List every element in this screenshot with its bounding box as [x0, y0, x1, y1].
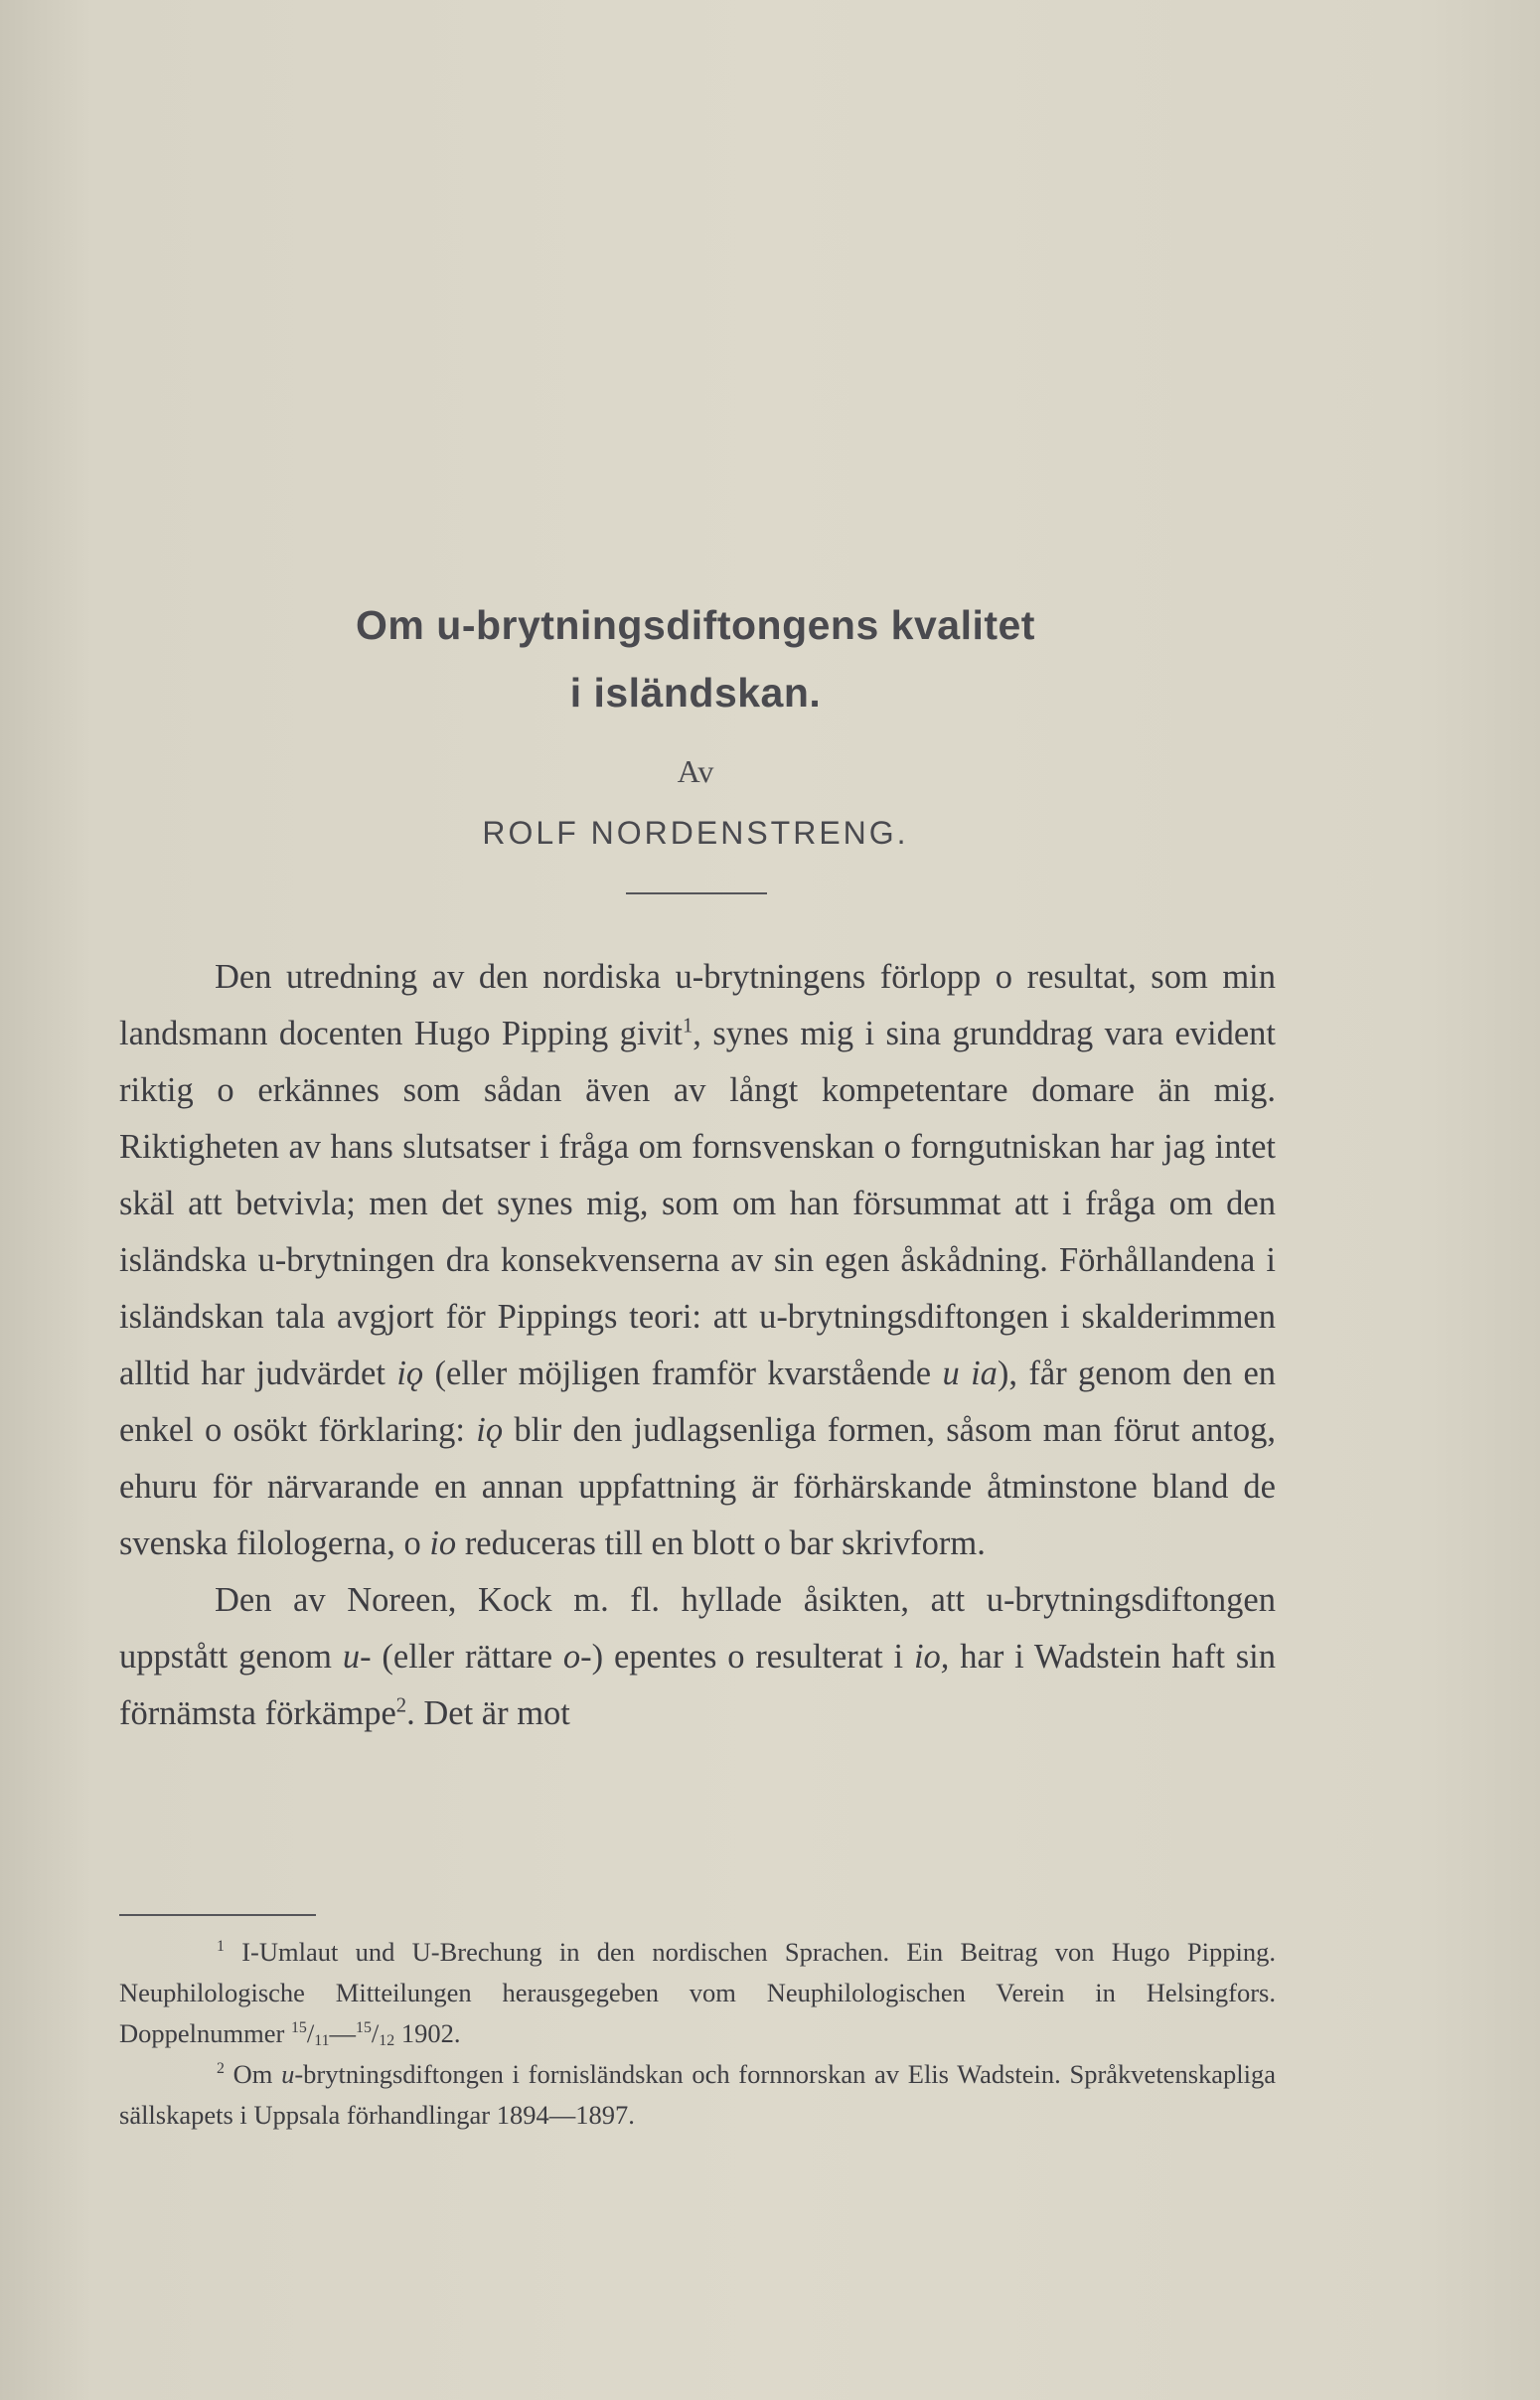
footnote-1: $^1$ I-Umlaut und U-Brechung in den nordischen Sprachen. Ein Beitrag von Hugo Pipping. Neuphilologische Mitteilungen herausgegeben vom Neuphilologischen Verein in Helsingfors. Doppelnummer $^{15}/_{11}—^{15}/_{12}$ 1902.	[119, 1937, 1276, 2050]
p1-italic-2: u ia	[942, 1355, 998, 1392]
byline: Av	[677, 753, 714, 789]
p2-text-d: har i Wadstein haft sin förnämsta förkämpe	[119, 1638, 1277, 1732]
p1-text-c: (eller möjligen framför kvarstående	[423, 1355, 943, 1392]
fraction-2-denominator: 12	[379, 2032, 395, 2050]
p1-italic-4: io	[429, 1524, 457, 1562]
footnote-1-dash: —	[329, 2018, 357, 2048]
p1-text-a: Den utredning av den nordiska u-brytningens förlopp o resultat, som min landsmann docenten Hugo Pipping givit	[119, 958, 1276, 1052]
p2-italic-3: io,	[913, 1638, 950, 1676]
p2-italic-2: o-	[562, 1638, 592, 1676]
p1-italic-3: iǫ	[476, 1411, 504, 1449]
footnote-1-text-a: I-Umlaut und U-Brechung in den nordischen Sprachen. Ein Beitrag von Hugo Pipping. Neuphilologische Mitteilungen herausgegeben vom Neuphilologischen Verein in Helsingfors. Doppelnummer	[119, 1937, 1276, 2048]
fraction-1-denominator: 11	[314, 2032, 330, 2050]
p2-text-e: . Det är mot	[406, 1694, 570, 1732]
footnote-2-text-a: Om	[224, 2059, 282, 2089]
footnotes	[119, 1932, 1276, 2136]
footnote-2-text-b: -brytningsdiftongen i fornisländskan och fornnorskan av Elis Wadstein. Språkvetenskapliga sällskapets i Uppsala förhandlingar 1894—1897.	[119, 2059, 1277, 2130]
footnote-2	[119, 2054, 1276, 2136]
p1-text-b: , synes mig i sina grunddrag vara evident riktig o erkännes som sådan även av långt kompetentare domare än mig. Riktigheten av hans slutsatser i fråga om fornsvenskan o forngutniskan har jag intet skäl att betvivla; men det synes mig, som om han försummat att i fråga om den isländska u-brytningen dra konsekvenserna av sin egen åskådning. Förhållandena i isländskan tala avgjort för Pippings teori: att u-brytningsdiftongen i skalderimmen alltid har judvärdet	[119, 1015, 1276, 1392]
footnote-1-number: 1	[217, 1938, 225, 1956]
p2-text-c: ) epentes o resulterat i	[591, 1638, 914, 1676]
footnote-1-text-b: 1902.	[394, 2018, 461, 2048]
article-title-line2: i isländskan.	[569, 670, 822, 716]
p2-text-b: (eller rättare	[371, 1638, 563, 1676]
p1-text-d: ), får genom den en enkel o osökt förklaring:	[119, 1355, 1277, 1449]
author-name: ROLF NORDENSTRENG.	[482, 815, 909, 851]
footnote-2-italic: u	[281, 2059, 295, 2089]
p2-italic-1: u-	[342, 1638, 372, 1676]
p2-text-a: Den av Noreen, Kock m. fl. hyllade åsikten, att u-brytningsdiftongen uppstått genom	[119, 1581, 1276, 1676]
fraction-2-numerator: 15	[356, 2019, 372, 2037]
footnote-ref-2: 2	[395, 1694, 407, 1717]
paragraph-1	[119, 949, 1276, 1572]
article-title-line1: Om u-brytningsdiftongens kvalitet	[356, 602, 1035, 648]
p1-text-e: blir den judlagsenliga formen, såsom man förut antog, ehuru för närvarande en annan uppfattning är förhärskande åtminstone bland de svenska filologerna, o	[119, 1411, 1276, 1562]
paragraph-2	[119, 1572, 1276, 1742]
fraction-1-numerator: 15	[290, 2019, 307, 2037]
p1-text-f: reduceras till en blott o bar skrivform.	[456, 1524, 986, 1562]
footnote-divider	[119, 1914, 316, 1916]
footnote-ref-1: 1	[682, 1015, 693, 1038]
title-divider	[626, 892, 767, 894]
footnote-2-number: 2	[217, 2060, 225, 2078]
article-body	[119, 949, 1276, 1742]
p1-italic-1: iǫ	[396, 1355, 424, 1392]
